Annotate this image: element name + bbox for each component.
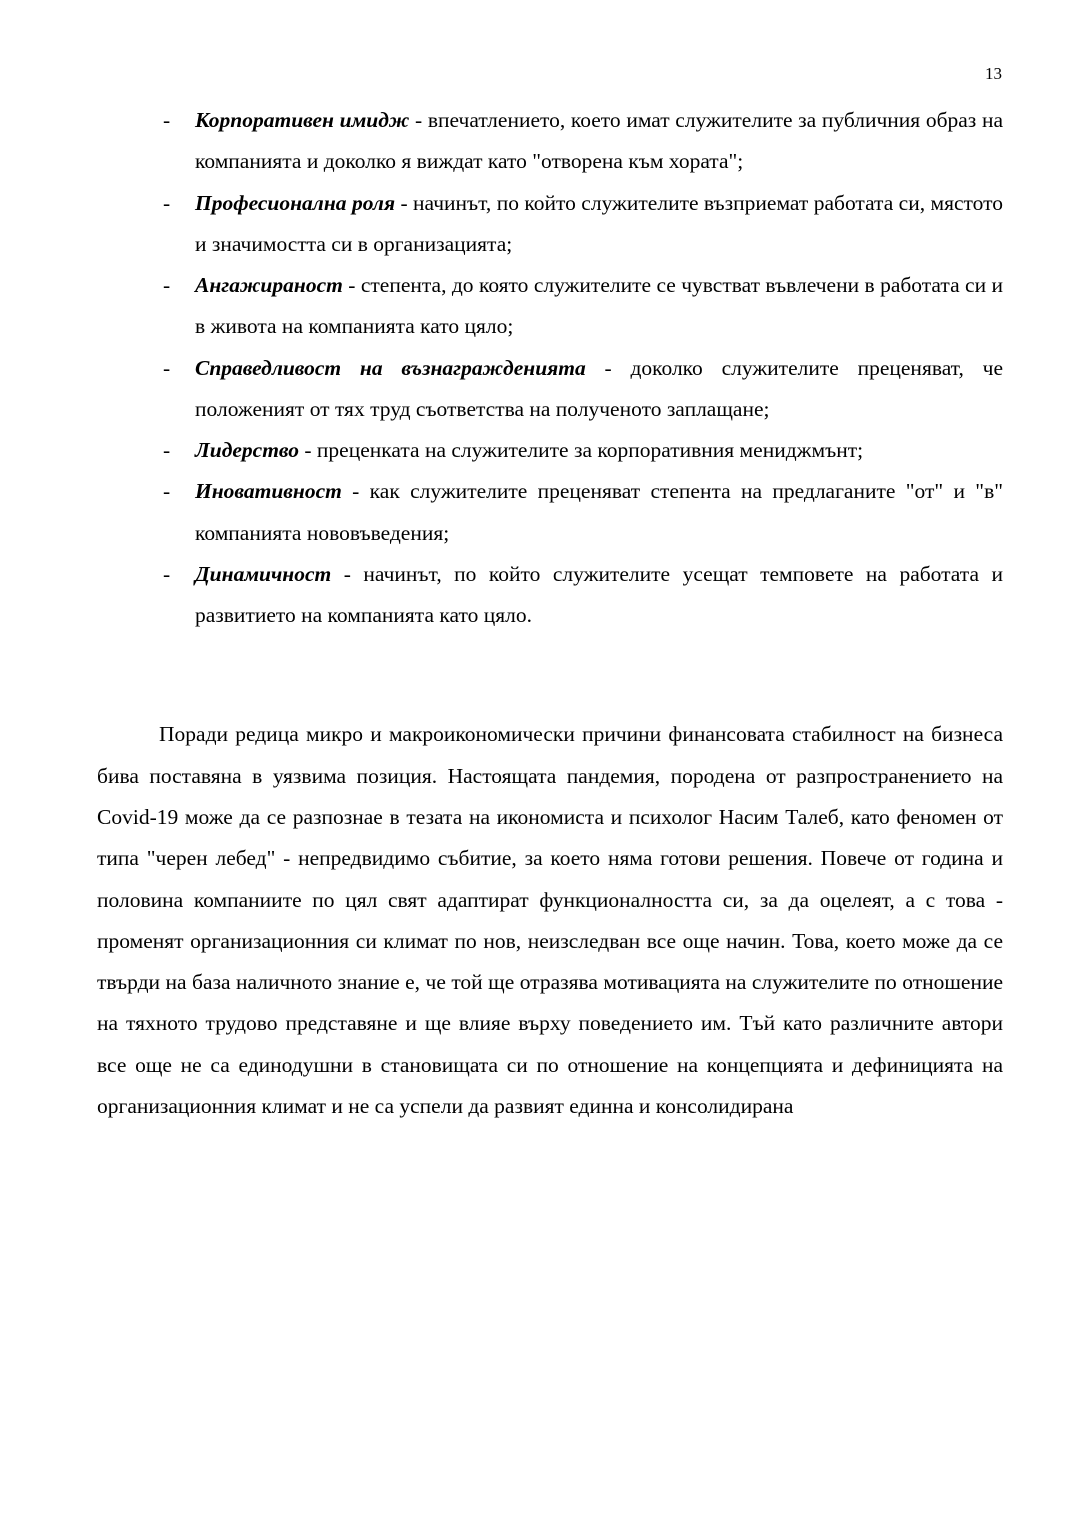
paragraph-spacer (97, 636, 1003, 714)
list-item (97, 348, 1003, 431)
list-item (97, 430, 1003, 471)
bullet-term: Професионална роля (195, 190, 396, 215)
list-item (97, 554, 1003, 637)
page-content (97, 100, 1003, 1127)
bullet-term: Лидерство (195, 438, 300, 463)
bullet-marker: - (163, 273, 171, 298)
bullet-text: - начинът, по който служителите възприемат работата си, мястото и значимостта си в организацията; (195, 190, 1003, 256)
bullet-text: - преценката на служителите за корпоративния мениджмънт; (299, 438, 864, 463)
bullet-list (97, 100, 1003, 636)
bullet-text: - степента, до която служителите се чувстват въвлечени в работата си и в живота на компанията като цяло; (195, 273, 1003, 339)
list-item (97, 471, 1003, 554)
bullet-text: - доколко служителите преценяват, че положеният от тях труд съответства на полученото заплащане; (195, 355, 1003, 421)
bullet-text: - начинът, по който служителите усещат темповете на работата и развитието на компанията като цяло. (195, 561, 1003, 628)
bullet-marker: - (163, 190, 171, 215)
bullet-text: - впечатлението, което имат служителите за публичния образ на компанията и доколко я виждат като "отворена към хората"; (195, 108, 1003, 174)
bullet-marker: - (163, 438, 171, 463)
bullet-term: Корпоративен имидж (195, 108, 410, 132)
bullet-term: Справедливост на възнагражденията (195, 355, 586, 380)
bullet-term: Динамичност (195, 561, 332, 586)
body-paragraph: Поради редица микро и макроикономически причини финансовата стабилност на бизнеса бива поставяна в уязвима позиция. Настоящата пандемия, породена от разпространението на Covid-19 може да се разпознае в тезата на икономиста и психолог Насим Талеб, като феномен от типа "черен лебед" - непредвидимо събитие, за което няма готови решения. Повече от година и половина компаниите по цял свят адаптират функционалността си, за да оцелеят, а с това - променят организационния си климат по нов, неизследван все още начин. Това, което може да се твърди на база наличното знание е, че той ще отразява мотивацията на служителите по отношение на тяхното трудово представяне и ще влияе върху поведението им. Тъй като различните автори все още не са единодушни в становищата си по отношение на концепцията и дефиницията на организационния климат и не са успели да развият единна и консолидирана (97, 722, 1003, 1118)
list-item (97, 100, 1003, 183)
bullet-marker: - (163, 355, 171, 380)
page-number: 13 (985, 64, 1002, 83)
list-item (97, 265, 1003, 348)
bullet-term: Ангажираност (195, 273, 343, 298)
bullet-marker: - (163, 561, 171, 586)
list-item (97, 183, 1003, 266)
bullet-marker: - (163, 108, 171, 132)
bullet-text: - как служителите преценяват степента на предлаганите "от" и "в" компанията нововъведения; (195, 479, 1003, 545)
bullet-marker: - (163, 479, 171, 504)
bullet-term: Иновативност (195, 479, 342, 504)
